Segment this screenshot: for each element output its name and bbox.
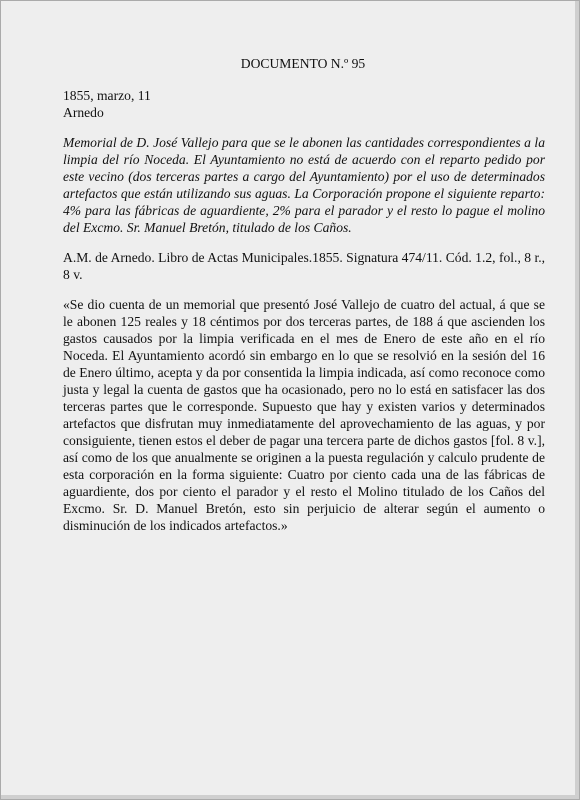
document-place: Arnedo bbox=[63, 105, 104, 120]
document-summary: Memorial de D. José Vallejo para que se le abonen las cantidades correspondientes a la limpia del río Noceda. El Ayuntamiento no está de acuerdo con el reparto pedido por este vecino (dos terceras partes a cargo del Ayuntamiento) por el uso de determinados artefactos que están utilizando sus aguas. La Corporación propone el siguiente reparto: 4% para las fábricas de aguardiente, 2% para el parador y el resto lo pague el molino del Excmo. Sr. Manuel Bretón, titulado de los Caños. bbox=[63, 135, 545, 235]
document-title: DOCUMENTO N.º 95 bbox=[240, 56, 366, 71]
transcription-body: «Se dio cuenta de un memorial que presentó José Vallejo de cuatro del actual, á que se le abonen 125 reales y 18 céntimos por dos terceras partes, de 188 á que ascienden los gastos causados por la limpia verificada en el mes de Enero de este año en el río Noceda. El Ayuntamiento acordó sin embargo en lo que se resolvió en la sesión del 16 de Enero último, acepta y da por consentida la limpia indicada, así como reconoce como justa y legal la cuenta de gastos que ha ocasionado, pero no lo está en satisfacer las dos terceras partes que le corresponde. Supuesto que hay y existen varios y determinados artefactos que disfrutan muy inmediatamente del aprovechamiento de las aguas, y por consiguiente, tienen estos el deber de pagar una tercera parte de dichos gastos [fol. 8 v.], así como de los que anualmente se originen a la puesta regulación y calculo prudente de esta corporación en la forma siguiente: Cuatro por ciento cada una de las fábricas de aguardiente, dos por ciento el parador y el resto el Molino titulado de los Caños del Excmo. Sr. D. Manuel Bretón, esto sin perjuicio de alterar según el aumento o disminución de los indicados artefactos.» bbox=[63, 297, 545, 533]
document-date: 1855, marzo, 11 bbox=[63, 88, 151, 103]
archive-reference: A.M. de Arnedo. Libro de Actas Municipales.1855. Signatura 474/11. Cód. 1.2, fol., 8 r., 8 v. bbox=[63, 250, 546, 282]
